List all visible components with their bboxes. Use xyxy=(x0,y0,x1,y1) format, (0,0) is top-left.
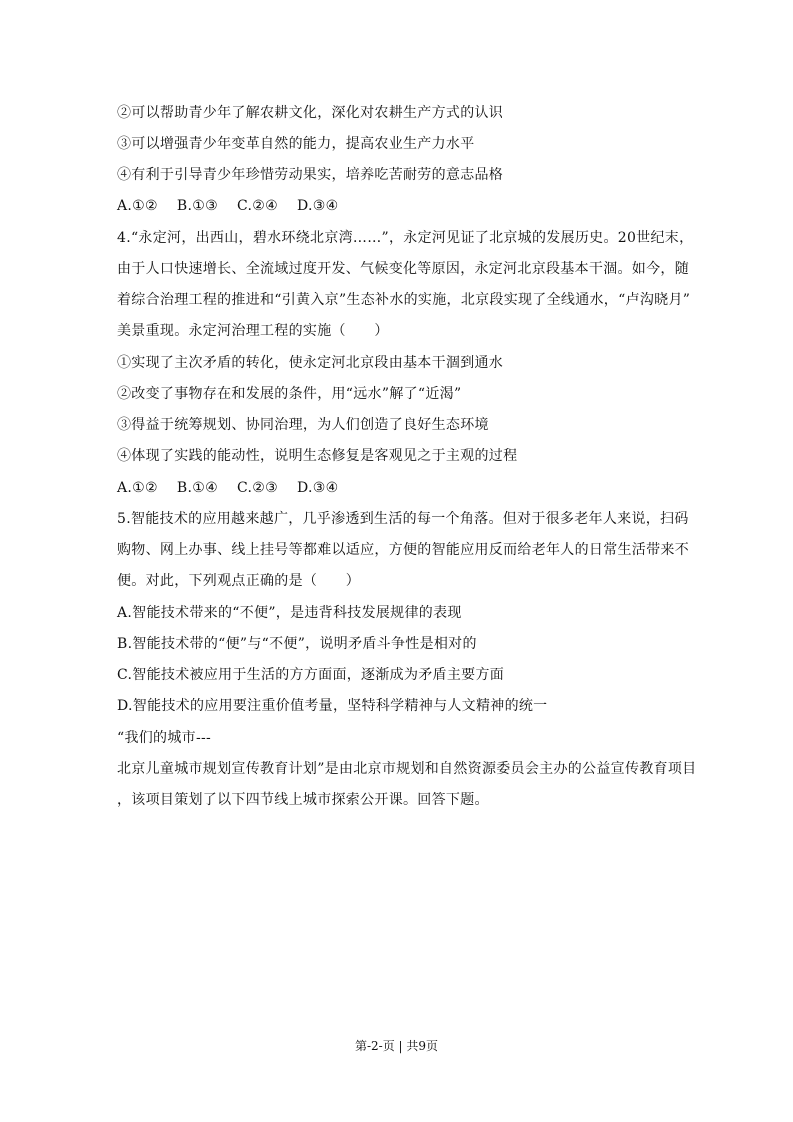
q5-option-d: D.智能技术的应用要注重价值考量，坚特科学精神与人文精神的统一 xyxy=(117,698,548,714)
option-3-line: ③可以增强青少年变革自然的能力，提高农业生产力水平 xyxy=(117,136,475,152)
passage-line-1: 北京儿童城市规划宣传教育计划”是由北京市规划和自然资源委员会主办的公益宣传教育项目 xyxy=(117,761,697,777)
option-4-line: ④有利于引导青少年珍惜劳动果实，培养吃苦耐劳的意志品格 xyxy=(117,167,504,183)
q3-answer-choices: A.①② B.①③ C.②④ D.③④ xyxy=(117,198,339,214)
q4-option-4: ④体现了实践的能动性，说明生态修复是客观见之于主观的过程 xyxy=(117,448,518,464)
q5-stem-line-1: 5.智能技术的应用越来越广，几乎渗透到生活的每一个角落。但对于很多老年人来说，扫码 xyxy=(117,511,689,527)
q4-option-2: ②改变了事物存在和发展的条件，用“远水”解了“近渴” xyxy=(117,386,462,402)
page-number-footer: 第-2-页 | 共9页 xyxy=(354,1039,439,1053)
option-2-line: ②可以帮助青少年了解农耕文化，深化对农耕生产方式的认识 xyxy=(117,105,504,121)
q5-stem-line-2: 购物、网上办事、线上挂号等都难以适应，方便的智能应用反而给老年人的日常生活带来不 xyxy=(117,542,689,558)
q4-answer-choices: A.①② B.①④ C.②③ D.③④ xyxy=(117,480,339,496)
q4-stem-line-1: 4.“永定河，出西山，碧水环绕北京湾……”，永定河见证了北京城的发展历史。20世纪末， xyxy=(117,230,694,246)
q4-stem-line-4: 美景重现。永定河治理工程的实施（ ） xyxy=(117,323,389,339)
q5-option-a: A.智能技术带来的“不便”，是违背科技发展规律的表现 xyxy=(117,605,462,621)
q5-option-c: C.智能技术被应用于生活的方方面面，逐渐成为矛盾主要方面 xyxy=(117,667,505,683)
q5-stem-line-3: 便。对此，下列观点正确的是（ ） xyxy=(117,573,361,589)
passage-title: “我们的城市--- xyxy=(117,730,212,746)
q5-option-b: B.智能技术带的“便”与“不便”，说明矛盾斗争性是相对的 xyxy=(117,636,477,652)
q4-option-3: ③得益于统筹规划、协同治理，为人们创造了良好生态环境 xyxy=(117,417,489,433)
passage-line-2: ，该项目策划了以下四节线上城市探索公开课。回答下题。 xyxy=(117,792,489,808)
q4-option-1: ①实现了主次矛盾的转化，使永定河北京段由基本干涸到通水 xyxy=(117,355,504,371)
q4-stem-line-3: 着综合治理工程的推进和“引黄入京”生态补水的实施，北京段实现了全线通水，“卢沟晓月” xyxy=(117,292,691,308)
q4-stem-line-2: 由于人口快速增长、全流域过度开发、气候变化等原因，永定河北京段基本干涸。如今，随 xyxy=(117,261,689,277)
